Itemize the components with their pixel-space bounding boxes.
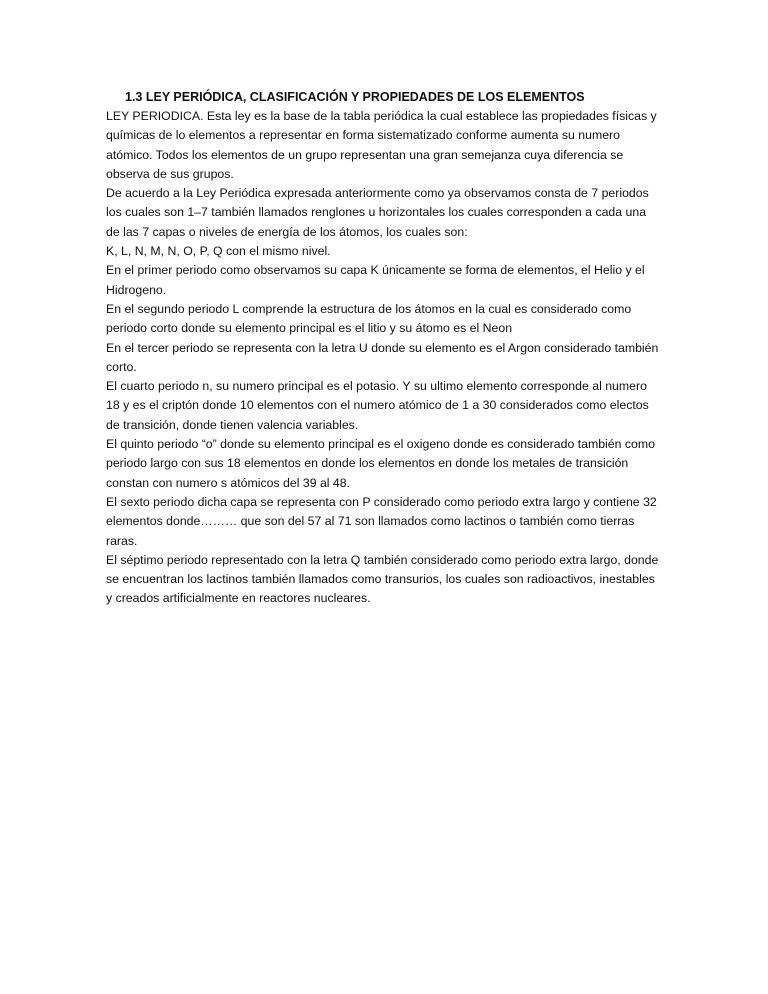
paragraph-primer-periodo: En el primer periodo como observamos su capa K únicamente se forma de elementos, el Helio y el Hidrogeno. [106, 263, 645, 297]
paragraph-cuarto-periodo: El cuarto periodo n, su numero principal es el potasio. Y su ultimo elemento corresponde al numero 18 y es el criptón donde 10 elementos con el numero atómico de 1 a 30 considerados como electos de transición, donde tienen valencia variables. [106, 379, 649, 432]
paragraph-periodos: De acuerdo a la Ley Periódica expresada anteriormente como ya observamos consta de 7 periodos los cuales son 1–7 también llamados renglones u horizontales los cuales corresponden a cada una de las 7 capas o niveles de energía de los átomos, los cuales son: [106, 186, 649, 239]
paragraph-quinto-periodo: El quinto periodo “o” donde su elemento principal es el oxigeno donde es considerado también como periodo largo con sus 18 elementos en donde los elementos en donde los metales de transición constan con numero s atómicos del 39 al 48. [106, 437, 655, 490]
paragraph-tercer-periodo: En el tercer periodo se representa con la letra U donde su elemento es el Argon considerado también corto. [106, 340, 659, 374]
paragraph-ley-periodica: LEY PERIODICA. Esta ley es la base de la tabla periódica la cual establece las propiedades físicas y químicas de lo elementos a representar en forma sistematizado conforme aumenta su numero atómico. Todos los elementos de un grupo representan una gran semejanza cuya diferencia se observa de sus grupos. [106, 109, 657, 181]
paragraph-segundo-periodo: En el segundo periodo L comprende la estructura de los átomos en la cual es considerado como periodo corto donde su elemento principal es el litio y su átomo es el Neon [106, 301, 632, 336]
section-heading: 1.3 LEY PERIÓDICA, CLASIFICACIÓN Y PROPIEDADES DE LOS ELEMENTOS [125, 90, 585, 104]
paragraph-septimo-periodo: El séptimo periodo representado con la letra Q también considerado como periodo extra largo, donde se encuentran los lactinos también llamados como transurios, los cuales son radioactivos, inestables y creados artificialmente en reactores nucleares. [106, 552, 659, 606]
document-body [106, 107, 662, 609]
paragraph-sexto-periodo: El sexto periodo dicha capa se representa con P considerado como periodo extra largo y contiene 32 elementos donde……… que son del 57 al 71 son llamados como lactinos o también como tierras raras. [106, 494, 657, 548]
paragraph-capas: K, L, N, M, N, O, P, Q con el mismo nivel. [106, 244, 331, 259]
